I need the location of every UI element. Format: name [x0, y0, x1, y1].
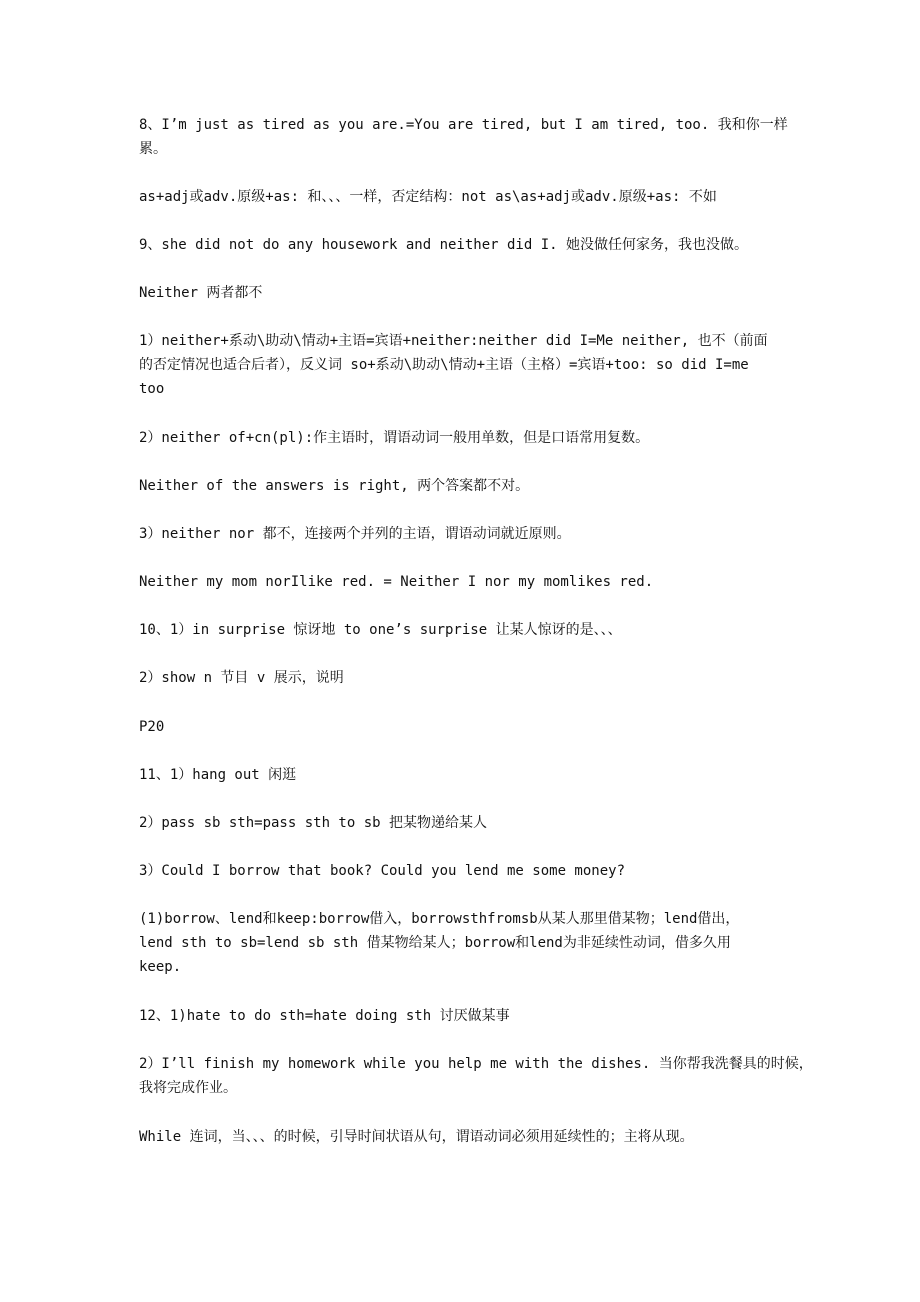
paragraph-line: While 连词，当、、、的时候，引导时间状语从句，谓语动词必须用延续性的；主将从现。 [139, 1129, 694, 1145]
paragraph-line: 我将完成作业。 [139, 1080, 237, 1096]
paragraph-line: Neither of the answers is right, 两个答案都不对。 [139, 478, 530, 494]
paragraph-line: 2）pass sb sth=pass sth to sb 把某物递给某人 [139, 815, 488, 831]
paragraph-line: keep. [139, 959, 182, 975]
paragraph-line: 累。 [139, 141, 167, 157]
paragraph-line: P20 [139, 719, 165, 735]
paragraph-line: 2）show n 节目 v 展示，说明 [139, 670, 344, 686]
paragraph-line: 3）neither nor 都不，连接两个并列的主语，谓语动词就近原则。 [139, 526, 571, 542]
paragraph-line: 11、1）hang out 闲逛 [139, 767, 297, 783]
paragraph-line: Neither 两者都不 [139, 285, 263, 301]
paragraph-line: 2）neither of+cn(pl):作主语时，谓语动词一般用单数，但是口语常用复数。 [139, 430, 650, 446]
paragraph-line: too [139, 381, 165, 397]
paragraph-line: 3）Could I borrow that book? Could you lend me some money? [139, 863, 626, 879]
paragraph-line: 10、1）in surprise 惊讶地 to one’s surprise 让某人惊讶的是、、、 [139, 622, 622, 638]
paragraph-line: (1)borrow、lend和keep:borrow借入，borrowsthfromsb从某人那里借某物；lend借出， [139, 911, 740, 927]
paragraph-line: as+adj或adv.原级+as: 和、、、一样，否定结构：not as\as+adj或adv.原级+as: 不如 [139, 189, 717, 205]
paragraph-line: 12、1)hate to do sth=hate doing sth 讨厌做某事 [139, 1008, 510, 1024]
paragraph-line: 的否定情况也适合后者），反义词 so+系动\助动\情动+主语（主格）=宾语+too: so did I=me [139, 357, 749, 373]
paragraph-line: 9、she did not do any housework and neither did I. 她没做任何家务，我也没做。 [139, 237, 749, 253]
paragraph-line: lend sth to sb=lend sb sth 借某物给某人；borrow和lend为非延续性动词，借多久用 [139, 935, 731, 951]
paragraph-line: 2）I’ll finish my homework while you help me with the dishes. 当你帮我洗餐具的时候， [139, 1056, 813, 1072]
paragraph-line: 1）neither+系动\助动\情动+主语=宾语+neither:neither did I=Me neither, 也不（前面 [139, 333, 768, 349]
paragraph-line: 8、I’m just as tired as you are.=You are tired, but I am tired, too. 我和你一样 [139, 117, 788, 133]
paragraph-line: Neither my mom norIlike red. = Neither I nor my momlikes red. [139, 574, 654, 590]
